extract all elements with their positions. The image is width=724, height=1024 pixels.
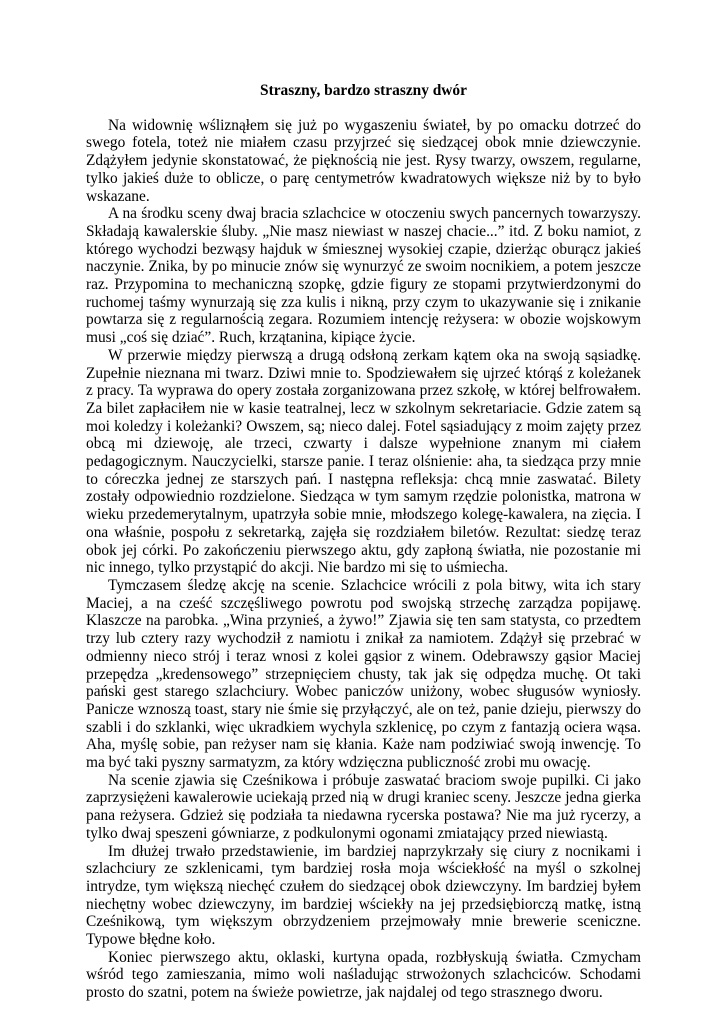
paragraph: W przerwie między pierwszą a drugą odsłoną zerkam kątem oka na swoją sąsiadkę. Zupełnie nieznana mi twarz. Dziwi mnie to. Spodziewałem się ujrzeć którąś z koleżanek z pracy. Ta wyprawa do opery została zorganizowana przez szkołę, w której belfrowałem. Za bilet zapłaciłem nie w kasie teatralnej, lecz w szkolnym sekretariacie. Gdzie zatem są moi koledzy i koleżanki? Owszem, są; nieco dalej. Fotel sąsiadujący z moim zajęty przez obcą mi dziewoję, ale trzeci, czwarty i dalsze wypełnione znanym mi ciałem pedagogicznym. Nauczycielki, starsze panie. I teraz olśnienie: aha, ta siedząca przy mnie to córeczka jednej ze starszych pań. I następna refleksja: chcą mnie zaswatać. Bilety zostały odpowiednio rozdzielone. Siedząca w tym samym rzędzie polonistka, matrona w wieku przedemerytalnym, upatrzyła sobie mnie, młodszego kolegę-kawalera, na zięcia. I ona właśnie, pospołu z sekretarką, zajęła się rozdziałem biletów. Rezultat: siedzę teraz obok jej córki. Po zakończeniu pierwszego aktu, gdy zapłoną światła, nie pozostanie mi nic innego, tylko przystąpić do akcji. Nie bardzo mi się to uśmiecha.: [86, 346, 641, 577]
document-page: [86, 82, 641, 1002]
paragraph: Koniec pierwszego aktu, oklaski, kurtyna opada, rozbłyskują światła. Czmycham wśród tego zamieszania, mimo woli naśladując strwożonych szlachciców. Schodami prosto do szatni, potem na świeże powietrze, jak najdalej od tego strasznego dworu.: [86, 948, 641, 1002]
paragraph: Tymczasem śledzę akcję na scenie. Szlachcice wrócili z pola bitwy, wita ich stary Maciej, a na cześć szczęśliwego powrotu pod swojską strzechę zarządza popijawę. Klaszcze na parobka. „Wina przynieś, a żywo!” Zjawia się ten sam statysta, co przedtem trzy lub cztery razy wychodził z namiotu i znikał za namiotem. Zdążył się przebrać w odmienny nieco strój i teraz wnosi z kolei gąsior z winem. Odebrawszy gąsior Maciej przepędza „kredensowego” strzepnięciem chusty, tak jak się odpędza muchę. Ot taki pański gest starego szlachciury. Wobec paniczów uniżony, wobec sługusów wyniosły. Panicze wznoszą toast, stary nie śmie się przyłączyć, ale on też, panie dzieju, pierwszy do szabli i do szklanki, więc ukradkiem wychyla szklenicę, po czym z fantazją ociera wąsa. Aha, myślę sobie, pan reżyser nam się kłania. Każe nam podziwiać swoją inwencję. To ma być taki pyszny sarmatyzm, za który wdzięczna publiczność zrobi mu owację.: [86, 576, 641, 772]
paragraph: Na scenie zjawia się Cześnikowa i próbuje zaswatać braciom swoje pupilki. Ci jako zaprzysiężeni kawalerowie uciekają przed nią w drugi kraniec sceny. Jeszcze jedna gierka pana reżysera. Gdzież się podziała ta niedawna rycerska postawa? Nie ma już rycerzy, a tylko dwaj speszeni gówniarze, z podkulonymi ogonami zmiatający przed niewiastą.: [86, 771, 641, 842]
document-title: Straszny, bardzo straszny dwór: [260, 82, 467, 99]
paragraph: Na widownię wśliznąłem się już po wygaszeniu świateł, by po omacku dotrzeć do swego fotela, toteż nie miałem czasu przyjrzeć się siedzącej obok mnie dziewczynie. Zdążyłem jedynie skonstatować, że pięknością nie jest. Rysy twarzy, owszem, regularne, tylko jakieś duże to oblicze, o parę centymetrów kwadratowych większe niż by to było wskazane.: [86, 116, 641, 205]
paragraph: A na środku sceny dwaj bracia szlachcice w otoczeniu swych pancernych towarzyszy. Składają kawalerskie śluby. „Nie masz niewiast w naszej chacie...” itd. Z boku namiot, z którego wychodzi bezwąsy hajduk w śmiesznej wysokiej czapie, dzierżąc oburącz jakieś naczynie. Znika, by po minucie znów się wynurzyć ze swoim nocnikiem, a potem jeszcze raz. Przypomina to mechaniczną szopkę, gdzie figury ze stopami przytwierdzonymi do ruchomej taśmy wynurzają się zza kulis i nikną, przy czym to ukazywanie się i znikanie powtarza się z regularnością zegara. Rozumiem intencję reżysera: w obozie wojskowym musi „coś się dziać”. Ruch, krzątanina, kipiące życie.: [86, 205, 641, 347]
paragraph: Im dłużej trwało przedstawienie, im bardziej naprzykrzały się ciury z nocnikami i szlachciury ze szklenicami, tym bardziej rosła moja wściekłość na myśl o szkolnej intrydze, tym większą niechęć czułem do siedzącej obok dziewczyny. Im bardziej byłem niechętny wobec dziewczyny, im bardziej wściekły na jej przedsiębiorczą matkę, istną Cześnikową, tym większym obrzydzeniem przejmowały mnie brewerie sceniczne. Typowe błędne koło.: [86, 842, 641, 949]
